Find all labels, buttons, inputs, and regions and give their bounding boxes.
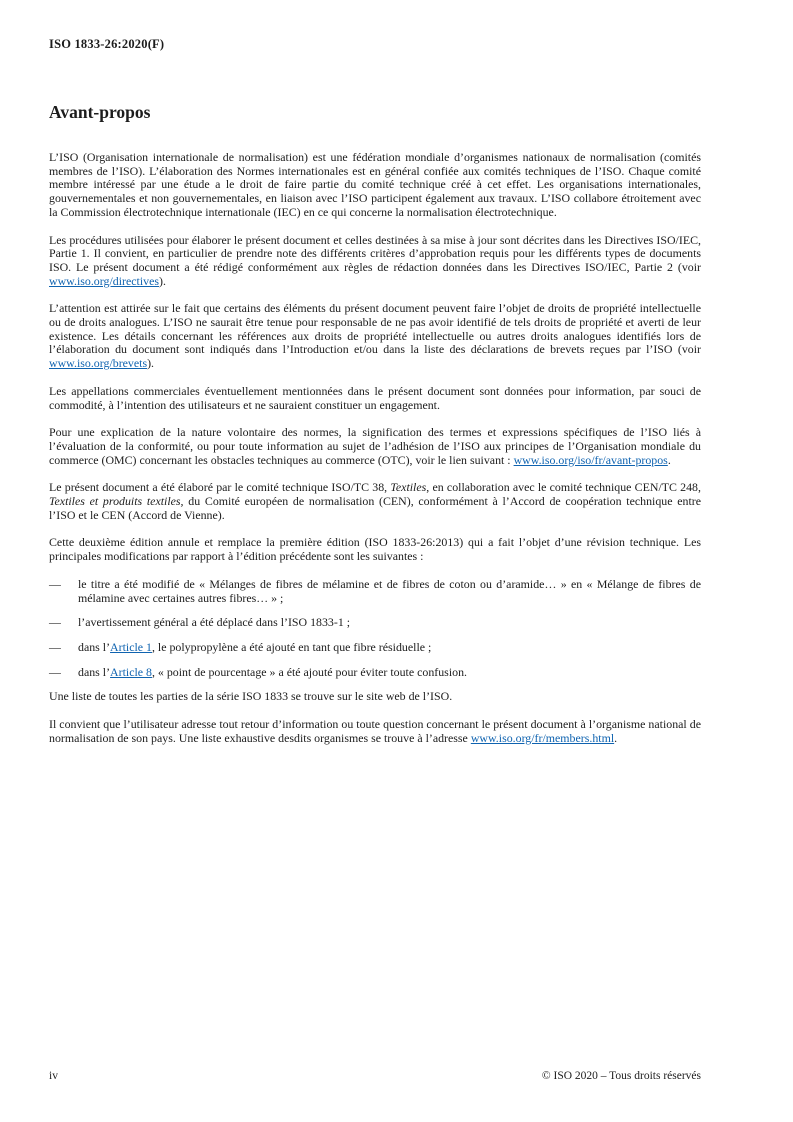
text-run: Une liste de toutes les parties de la série ISO 1833 se trouve sur le site web de l’ISO. [49, 689, 453, 704]
paragraph [49, 536, 701, 563]
paragraph [49, 302, 701, 371]
paragraph [49, 385, 701, 412]
footer-copyright: © ISO 2020 – Tous droits réservés [541, 1070, 701, 1082]
text-run: Les appellations commerciales éventuellement mentionnées dans le présent document sont données pour information, par souci de commodité, à l’intention des utilisateurs et ne sauraient constituer un engagement. [49, 383, 701, 412]
list-dash: — [49, 615, 61, 630]
text-run: L’ISO (Organisation internationale de normalisation) est une fédération mondiale d’organismes nationaux de normalisation (comités membres de l’ISO). L’élaboration des Normes internationales est en général confiée aux comités techniques de l’ISO. Chaque comité membre intéressé par une étude a le droit de faire partie du comité technique créé à cet effet. Les organisations internationales, gouvernementales et non gouvernementales, en liaison avec l’ISO participent également aux travaux. L’ISO collabore étroitement avec la Commission électrotechnique internationale (IEC) en ce qui concerne la normalisation électrotechnique. [49, 150, 701, 219]
inline-link[interactable]: www.iso.org/iso/fr/avant-propos [513, 452, 668, 467]
text-run: , en collaboration avec le comité technique CEN/TC 248, [426, 480, 701, 495]
text-run: Textiles et produits textiles, [49, 494, 184, 509]
text-run: l’avertissement général a été déplacé dans l’ISO 1833-1 ; [78, 615, 351, 630]
list-dash: — [49, 664, 61, 679]
document-body [49, 151, 701, 746]
list-item [49, 616, 701, 630]
text-run: Les procédures utilisées pour élaborer le présent document et celles destinées à sa mise à jour sont décrites dans les Directives ISO/IEC, Partie 1. Il convient, en particulier de prendre note des différents critères d’approbation requis pour les différents types de documents ISO. Le présent document a été rédigé conformément aux règles de rédaction données dans les Directives ISO/IEC, Partie 2 (voir [49, 232, 701, 274]
page-footer [49, 1070, 701, 1082]
paragraph [49, 234, 701, 289]
inline-link[interactable]: www.iso.org/directives [49, 273, 159, 288]
page-title: Avant-propos [49, 102, 151, 122]
list-dash: — [49, 576, 61, 591]
paragraph [49, 151, 701, 220]
list-item [49, 578, 701, 605]
document-reference: ISO 1833-26:2020(F) [49, 37, 165, 51]
footer-page-number: iv [49, 1070, 58, 1082]
list-item [49, 666, 701, 680]
text-run: Il convient que l’utilisateur adresse tout retour d’information ou toute question concernant le présent document à l’organisme national de normalisation de son pays. Une liste exhaustive desdits organismes se trouve à l’adresse [49, 717, 701, 745]
text-run: Pour une explication de la nature volontaire des normes, la signification des termes et expressions spécifiques de l’ISO liés à l’évaluation de la conformité, ou pour toute information au sujet de l’adhésion de l’ISO aux principes de l’Organisation mondiale du commerce (OMC) concernant les obstacles techniques au commerce (OTC), voir le lien suivant : [49, 425, 701, 467]
text-run: dans l’ [78, 639, 111, 654]
text-run: , le polypropylène a été ajouté en tant que fibre résiduelle ; [151, 639, 432, 654]
inline-link[interactable]: www.iso.org/fr/members.html [470, 730, 615, 745]
text-run: Cette deuxième édition annule et remplace la première édition (ISO 1833-26:2013) qui a fait l’objet d’une révision technique. Les principales modifications par rapport à l’édition précédente sont les suivantes : [49, 535, 701, 564]
text-run: L’attention est attirée sur le fait que certains des éléments du présent document peuvent faire l’objet de droits de propriété intellectuelle ou de droits analogues. L’ISO ne saurait être tenue pour responsable de ne pas avoir identifié de tels droits de propriété et averti de leur existence. Les détails concernant les références aux droits de propriété intellectuelle ou autres droits analogues identifiés lors de l’élaboration du document sont indiqués dans l’Introduction et/ou dans la liste des déclarations de brevets reçues par l’ISO (voir [49, 301, 701, 357]
list-dash: — [49, 639, 61, 654]
text-run: Textiles [390, 480, 427, 495]
paragraph [49, 718, 701, 745]
text-run: le titre a été modifié de « Mélanges de fibres de mélamine et de fibres de coton ou d’aramide… » en « Mélange de fibres de mélamine avec certaines autres fibres… » ; [78, 576, 701, 605]
text-run: . [614, 730, 618, 745]
text-run: Le présent document a été élaboré par le comité technique ISO/TC 38, [49, 480, 391, 495]
text-run: ). [147, 356, 155, 371]
inline-link[interactable]: Article 1 [110, 639, 152, 654]
inline-link[interactable]: www.iso.org/brevets [49, 356, 148, 371]
inline-link[interactable]: Article 8 [110, 664, 152, 679]
paragraph [49, 481, 701, 522]
text-run: du Comité européen de normalisation (CEN), conformément à l’Accord de coopération technique entre l’ISO et le CEN (Accord de Vienne). [49, 494, 702, 522]
text-run: dans l’ [78, 664, 111, 679]
document-content [49, 102, 701, 760]
paragraph [49, 426, 701, 467]
paragraph [49, 690, 701, 704]
list-item [49, 641, 701, 655]
text-run: . [667, 452, 671, 467]
text-run: ). [158, 273, 166, 288]
text-run: , « point de pourcentage » a été ajouté pour éviter toute confusion. [151, 664, 467, 679]
